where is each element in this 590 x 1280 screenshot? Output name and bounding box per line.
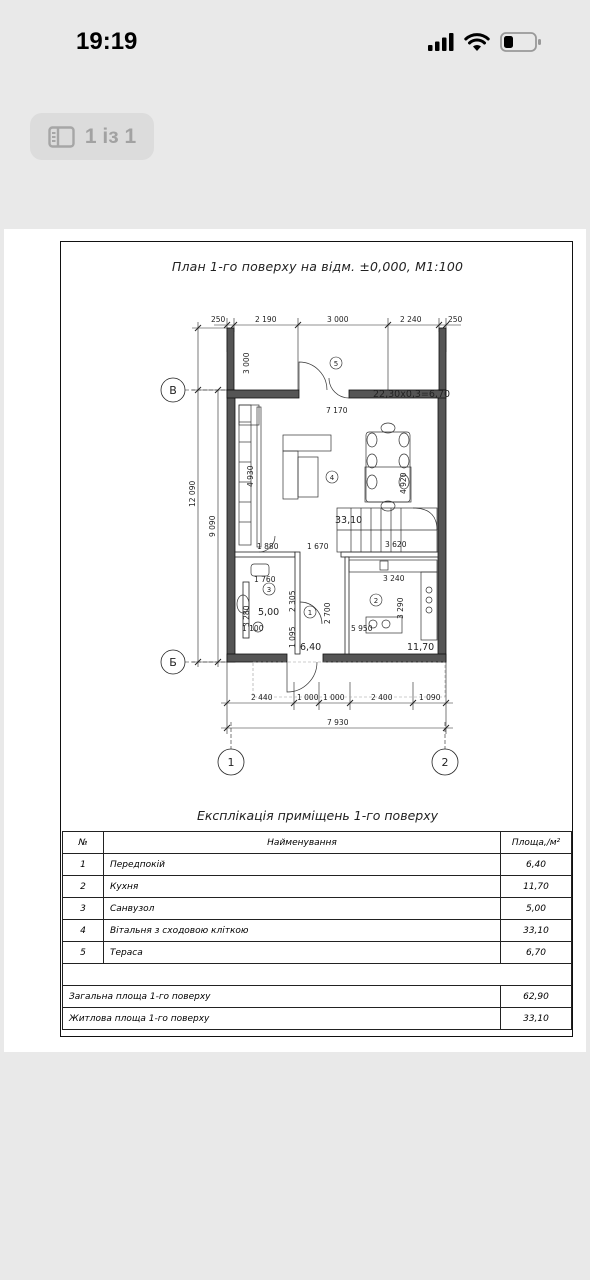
dim-3290: 3 290: [396, 597, 405, 619]
dim-5950: 5 950: [351, 624, 373, 633]
explication-title: Експлікація приміщень 1-го поверху: [196, 808, 438, 823]
room-1-number: 1: [307, 609, 313, 617]
table-spacer: [63, 964, 572, 986]
row-name: Санвузол: [104, 898, 501, 920]
table-row: [63, 942, 572, 964]
row-num: 1: [63, 854, 104, 876]
row-num: 4: [63, 920, 104, 942]
table-row: [63, 920, 572, 942]
row-name: Передпокій: [104, 854, 501, 876]
row-area: 33,10: [501, 920, 572, 942]
room-5-area: 22,30х0,3=6,70: [373, 389, 451, 400]
room-3-number: 3: [266, 586, 272, 594]
grid-col-1: 1: [227, 756, 235, 769]
total-row: [63, 986, 572, 1008]
table-row: [63, 876, 572, 898]
signal-icon: [428, 33, 454, 51]
row-area: 6,40: [501, 854, 572, 876]
dim-left-1: 9 090: [208, 515, 217, 537]
table-row: [63, 898, 572, 920]
grid-row-v: В: [169, 384, 177, 397]
dim-bottom-1: 1 000: [297, 693, 319, 702]
row-name: Вітальня з сходовою кліткою: [104, 920, 501, 942]
dim-1760: 1 760: [254, 575, 276, 584]
row-name: Тераса: [104, 942, 501, 964]
explication-table: [62, 831, 572, 1030]
row-name: Кухня: [104, 876, 501, 898]
header-name: Найменування: [104, 832, 501, 854]
dim-total-width: 7 930: [327, 718, 349, 727]
room-2-area: 11,70: [407, 642, 435, 653]
room-2-number: 2: [373, 597, 379, 605]
dim-1880: 1 880: [257, 542, 279, 551]
row-area: 11,70: [501, 876, 572, 898]
header-num: №: [63, 832, 104, 854]
floor-plan-drawing: [61, 282, 572, 812]
dim-left-0: 12 090: [188, 480, 197, 507]
dim-top-1: 2 190: [255, 315, 277, 324]
dim-3240: 3 240: [383, 574, 405, 583]
dim-top-0: 250: [211, 315, 226, 324]
dim-top-4: 250: [448, 315, 463, 324]
document-page[interactable]: [4, 229, 586, 1052]
dim-bottom-2: 1 000: [323, 693, 345, 702]
dim-3620: 3 620: [385, 540, 407, 549]
grid-col-2: 2: [441, 756, 449, 769]
battery-icon: [500, 32, 542, 52]
dim-dining-height: 4 920: [399, 472, 408, 494]
total-name: Загальна площа 1-го поверху: [63, 986, 501, 1008]
dim-living-height: 4 930: [246, 465, 255, 487]
document-pages-icon: [48, 126, 75, 148]
total-name: Житлова площа 1-го поверху: [63, 1008, 501, 1030]
dim-2700: 2 700: [323, 602, 332, 624]
room-1-area: 6,40: [300, 642, 322, 653]
dim-2305: 2 305: [288, 590, 297, 612]
page-counter-label: 1 із 1: [84, 124, 137, 148]
dim-top-2: 3 000: [327, 315, 349, 324]
dim-bottom-4: 1 090: [419, 693, 441, 702]
plan-title: План 1-го поверху на відм. ±0,000, М1:100: [171, 259, 464, 274]
row-area: 6,70: [501, 942, 572, 964]
drawing-frame: [60, 241, 573, 1037]
room-4-area: 33,10: [335, 515, 363, 526]
header-area: Площа,/м²: [501, 832, 572, 854]
status-time: 19:19: [76, 28, 138, 55]
total-area: 33,10: [501, 1008, 572, 1030]
status-icons: [428, 32, 542, 52]
dim-terrace-depth: 3 000: [242, 352, 251, 374]
row-num: 3: [63, 898, 104, 920]
dim-top-3: 2 240: [400, 315, 422, 324]
row-num: 2: [63, 876, 104, 898]
status-bar: [0, 0, 590, 90]
dim-bottom-0: 2 440: [251, 693, 273, 702]
dim-1670: 1 670: [307, 542, 329, 551]
total-row: [63, 1008, 572, 1030]
dim-1100: 1 100: [242, 624, 264, 633]
wifi-icon: [464, 33, 490, 52]
grid-row-b: Б: [169, 656, 177, 669]
room-3-area: 5,00: [258, 607, 280, 618]
row-area: 5,00: [501, 898, 572, 920]
dim-living-width: 7 170: [326, 406, 348, 415]
page-counter[interactable]: [30, 113, 154, 160]
row-num: 5: [63, 942, 104, 964]
dim-1095: 1 095: [288, 626, 297, 648]
room-4-number: 4: [329, 474, 335, 482]
dim-bottom-3: 2 400: [371, 693, 393, 702]
table-row: [63, 854, 572, 876]
room-5-number: 5: [333, 360, 339, 368]
total-area: 62,90: [501, 986, 572, 1008]
dim-3280: 3 280: [242, 605, 251, 627]
table-header-row: [63, 832, 572, 854]
